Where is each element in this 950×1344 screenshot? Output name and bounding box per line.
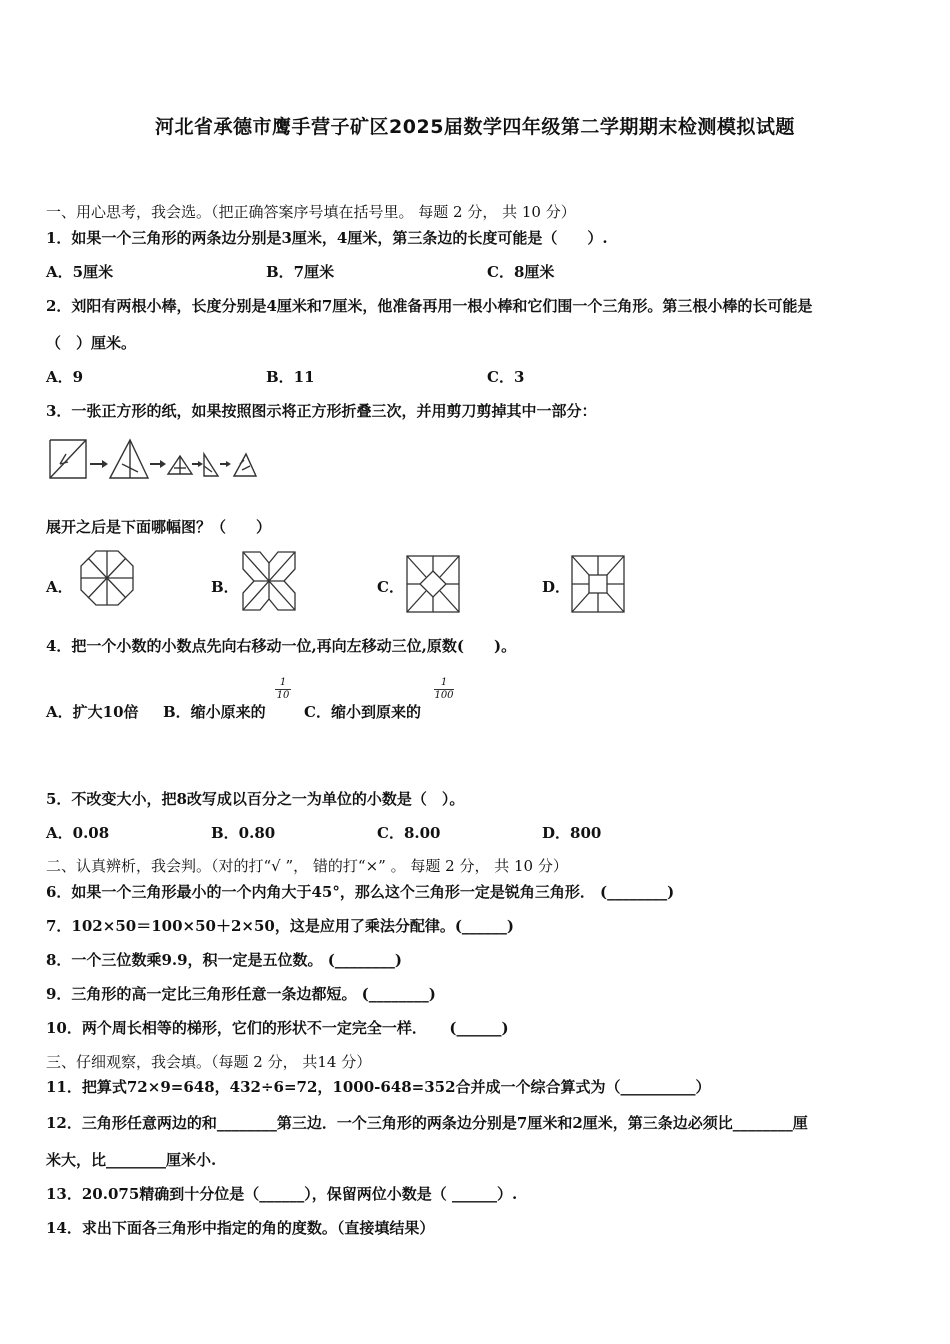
question-2-line-1: 2．刘阳有两根小棒，长度分别是4厘米和7厘米，他准备再用一根小棒和它们围一个三角形。第三根小棒的长可能是	[46, 297, 813, 315]
q3-figure-a	[78, 548, 136, 608]
fold-arrow-2	[150, 460, 166, 468]
q5-option-a: A．0.08	[46, 824, 110, 842]
q3-option-a: A．	[46, 578, 73, 596]
fold-arrow-1	[90, 460, 108, 468]
q2-option-b: B．11	[266, 368, 315, 386]
q4-fraction-b-numerator: 1	[279, 677, 287, 688]
section-1-heading: 一、用心思考，我会选。（把正确答案序号填在括号里。 每题 2 分， 共 10 分）	[46, 203, 576, 221]
q2-option-a: A．9	[46, 368, 84, 386]
fold-arrow-3	[192, 461, 203, 467]
q3-option-b: B．	[211, 578, 239, 596]
q1-option-b: B．7厘米	[266, 263, 335, 281]
q4-option-a: A．扩大10倍	[46, 703, 139, 721]
folding-steps-figure	[46, 434, 261, 486]
fold-step-triangle-2	[168, 456, 192, 474]
question-12-line-2: 米大，比________厘米小.	[46, 1151, 217, 1169]
fold-step-cut	[234, 454, 256, 476]
fold-step-triangle-3	[204, 454, 218, 476]
question-13: 13．20.075精确到十分位是（______），保留两位小数是（ ______）.	[46, 1185, 518, 1203]
section-2-heading: 二、认真辨析，我会判。（对的打“√ ”， 错的打“×” 。 每题 2 分， 共 10 分）	[46, 857, 568, 875]
question-10: 10．两个周长相等的梯形，它们的形状不一定完全一样． (______)	[46, 1019, 509, 1037]
question-5: 5．不改变大小，把8改写成以百分之一为单位的小数是（ ）。	[46, 790, 465, 808]
q3-figure-c	[404, 553, 462, 615]
q4-fraction-c-numerator: 1	[440, 677, 448, 688]
question-14: 14．求出下面各三角形中指定的角的度数。（直接填结果）	[46, 1219, 435, 1237]
q2-option-c: C．3	[487, 368, 525, 386]
question-2-line-2: （ ）厘米。	[46, 334, 137, 352]
page-title: 河北省承德市鹰手营子矿区2025届数学四年级第二学期期末检测模拟试题	[155, 116, 795, 138]
q4-option-b: B．缩小原来的	[163, 703, 266, 721]
q4-fraction-b-denominator: 10	[276, 690, 290, 701]
question-3-ask: 展开之后是下面哪幅图？（ ）	[46, 518, 272, 536]
q5-option-b: B．0.80	[211, 824, 276, 842]
question-11: 11．把算式72×9=648，432÷6=72，1000-648=352合并成一个综合算式为（__________）	[46, 1078, 711, 1096]
question-9: 9．三角形的高一定比三角形任意一条边都短。 (________)	[46, 985, 436, 1003]
q3-figure-b	[240, 549, 298, 613]
question-1: 1．如果一个三角形的两条边分别是3厘米，4厘米，第三条边的长度可能是（ ）.	[46, 229, 608, 247]
question-4: 4．把一个小数的小数点先向右移动一位,再向左移动三位,原数( )。	[46, 637, 517, 655]
q4-option-c: C．缩小到原来的	[304, 703, 421, 721]
q3-figure-d	[569, 553, 627, 615]
fold-arrow-4	[220, 461, 231, 467]
section-3-heading: 三、仔细观察，我会填。（每题 2 分， 共14 分）	[46, 1053, 372, 1071]
question-3: 3．一张正方形的纸，如果按照图示将正方形折叠三次，并用剪刀剪掉其中一部分：	[46, 402, 597, 420]
question-7: 7．102×50＝100×50＋2×50，这是应用了乘法分配律。(______)	[46, 917, 515, 935]
q1-option-c: C．8厘米	[487, 263, 555, 281]
q3-option-c: C．	[377, 578, 404, 596]
q4-fraction-c-denominator: 100	[434, 690, 454, 701]
q1-option-a: A．5厘米	[46, 263, 114, 281]
question-12-line-1: 12．三角形任意两边的和________第三边．一个三角形的两条边分别是7厘米和2厘米，第三条边必须比________厘	[46, 1114, 808, 1132]
q5-option-d: D．800	[542, 824, 602, 842]
question-8: 8．一个三位数乘9.9，积一定是五位数。 (________)	[46, 951, 402, 969]
q3-option-d: D．	[542, 578, 571, 596]
question-6: 6．如果一个三角形最小的一个内角大于45°，那么这个三角形一定是锐角三角形． (________)	[46, 883, 675, 901]
q5-option-c: C．8.00	[377, 824, 441, 842]
q4-fraction-b	[275, 678, 291, 701]
fold-step-triangle-1	[110, 440, 148, 478]
q4-fraction-c	[434, 678, 454, 701]
